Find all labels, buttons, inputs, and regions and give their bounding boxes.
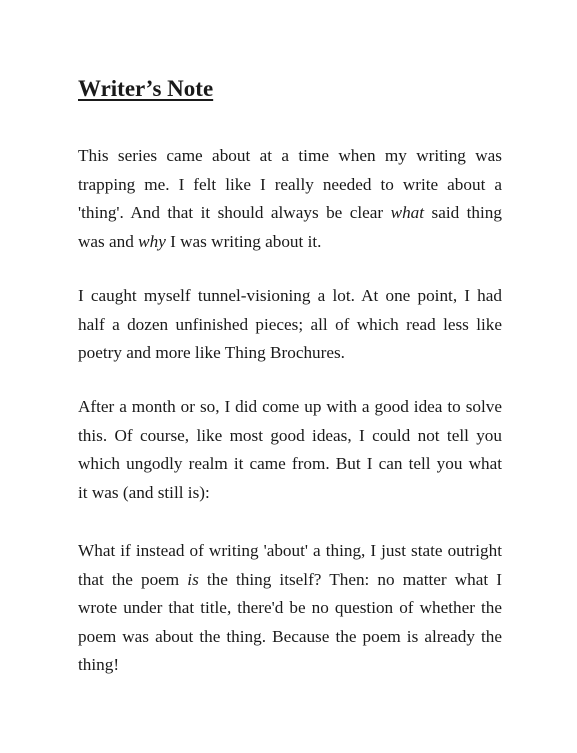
text-line: This series came about at a time when my writing was	[78, 146, 502, 165]
text-line	[78, 566, 502, 595]
text-line: which ungodly realm it came from. But I can tell you what	[78, 454, 502, 473]
italic-text: why	[138, 231, 166, 251]
text-line: it was (and still is):	[78, 482, 210, 502]
text-line: this. Of course, like most good ideas, I could not tell you	[78, 425, 502, 445]
text-line: I caught myself tunnel-visioning a lot. At one point, I had	[78, 286, 502, 305]
text-line: trapping me. I felt like I really needed to write about a	[78, 174, 502, 194]
italic-text: is	[187, 569, 199, 589]
text-line: poem was about the thing. Because the poem is already the	[78, 626, 502, 646]
paragraph-3	[78, 393, 502, 507]
text-line: What if instead of writing 'about' a thing, I just state outright	[78, 541, 502, 560]
text-segment: the thing itself? Then: no matter what I	[198, 569, 502, 589]
text-segment: I was writing about it.	[165, 231, 322, 251]
text-line: After a month or so, I did come up with a good idea to solve	[78, 397, 502, 416]
page-title: Writer’s Note	[78, 76, 214, 101]
paragraph-2	[78, 282, 502, 368]
text-line	[78, 228, 502, 257]
text-line: thing!	[78, 655, 120, 674]
text-line: half a dozen unfinished pieces; all of which read less like	[78, 314, 502, 334]
text-segment: said thing	[424, 203, 502, 222]
italic-text: what	[390, 203, 425, 222]
text-segment: that the poem	[78, 569, 188, 589]
text-segment: was and	[78, 231, 139, 251]
text-segment: 'thing'. And that it should always be clear	[78, 203, 391, 222]
text-line: wrote under that title, there'd be no question of whether the	[78, 598, 502, 617]
text-line: poetry and more like Thing Brochures.	[78, 343, 345, 362]
text-line	[78, 199, 502, 228]
paragraph-4	[78, 537, 502, 680]
paragraph-1	[78, 142, 502, 256]
